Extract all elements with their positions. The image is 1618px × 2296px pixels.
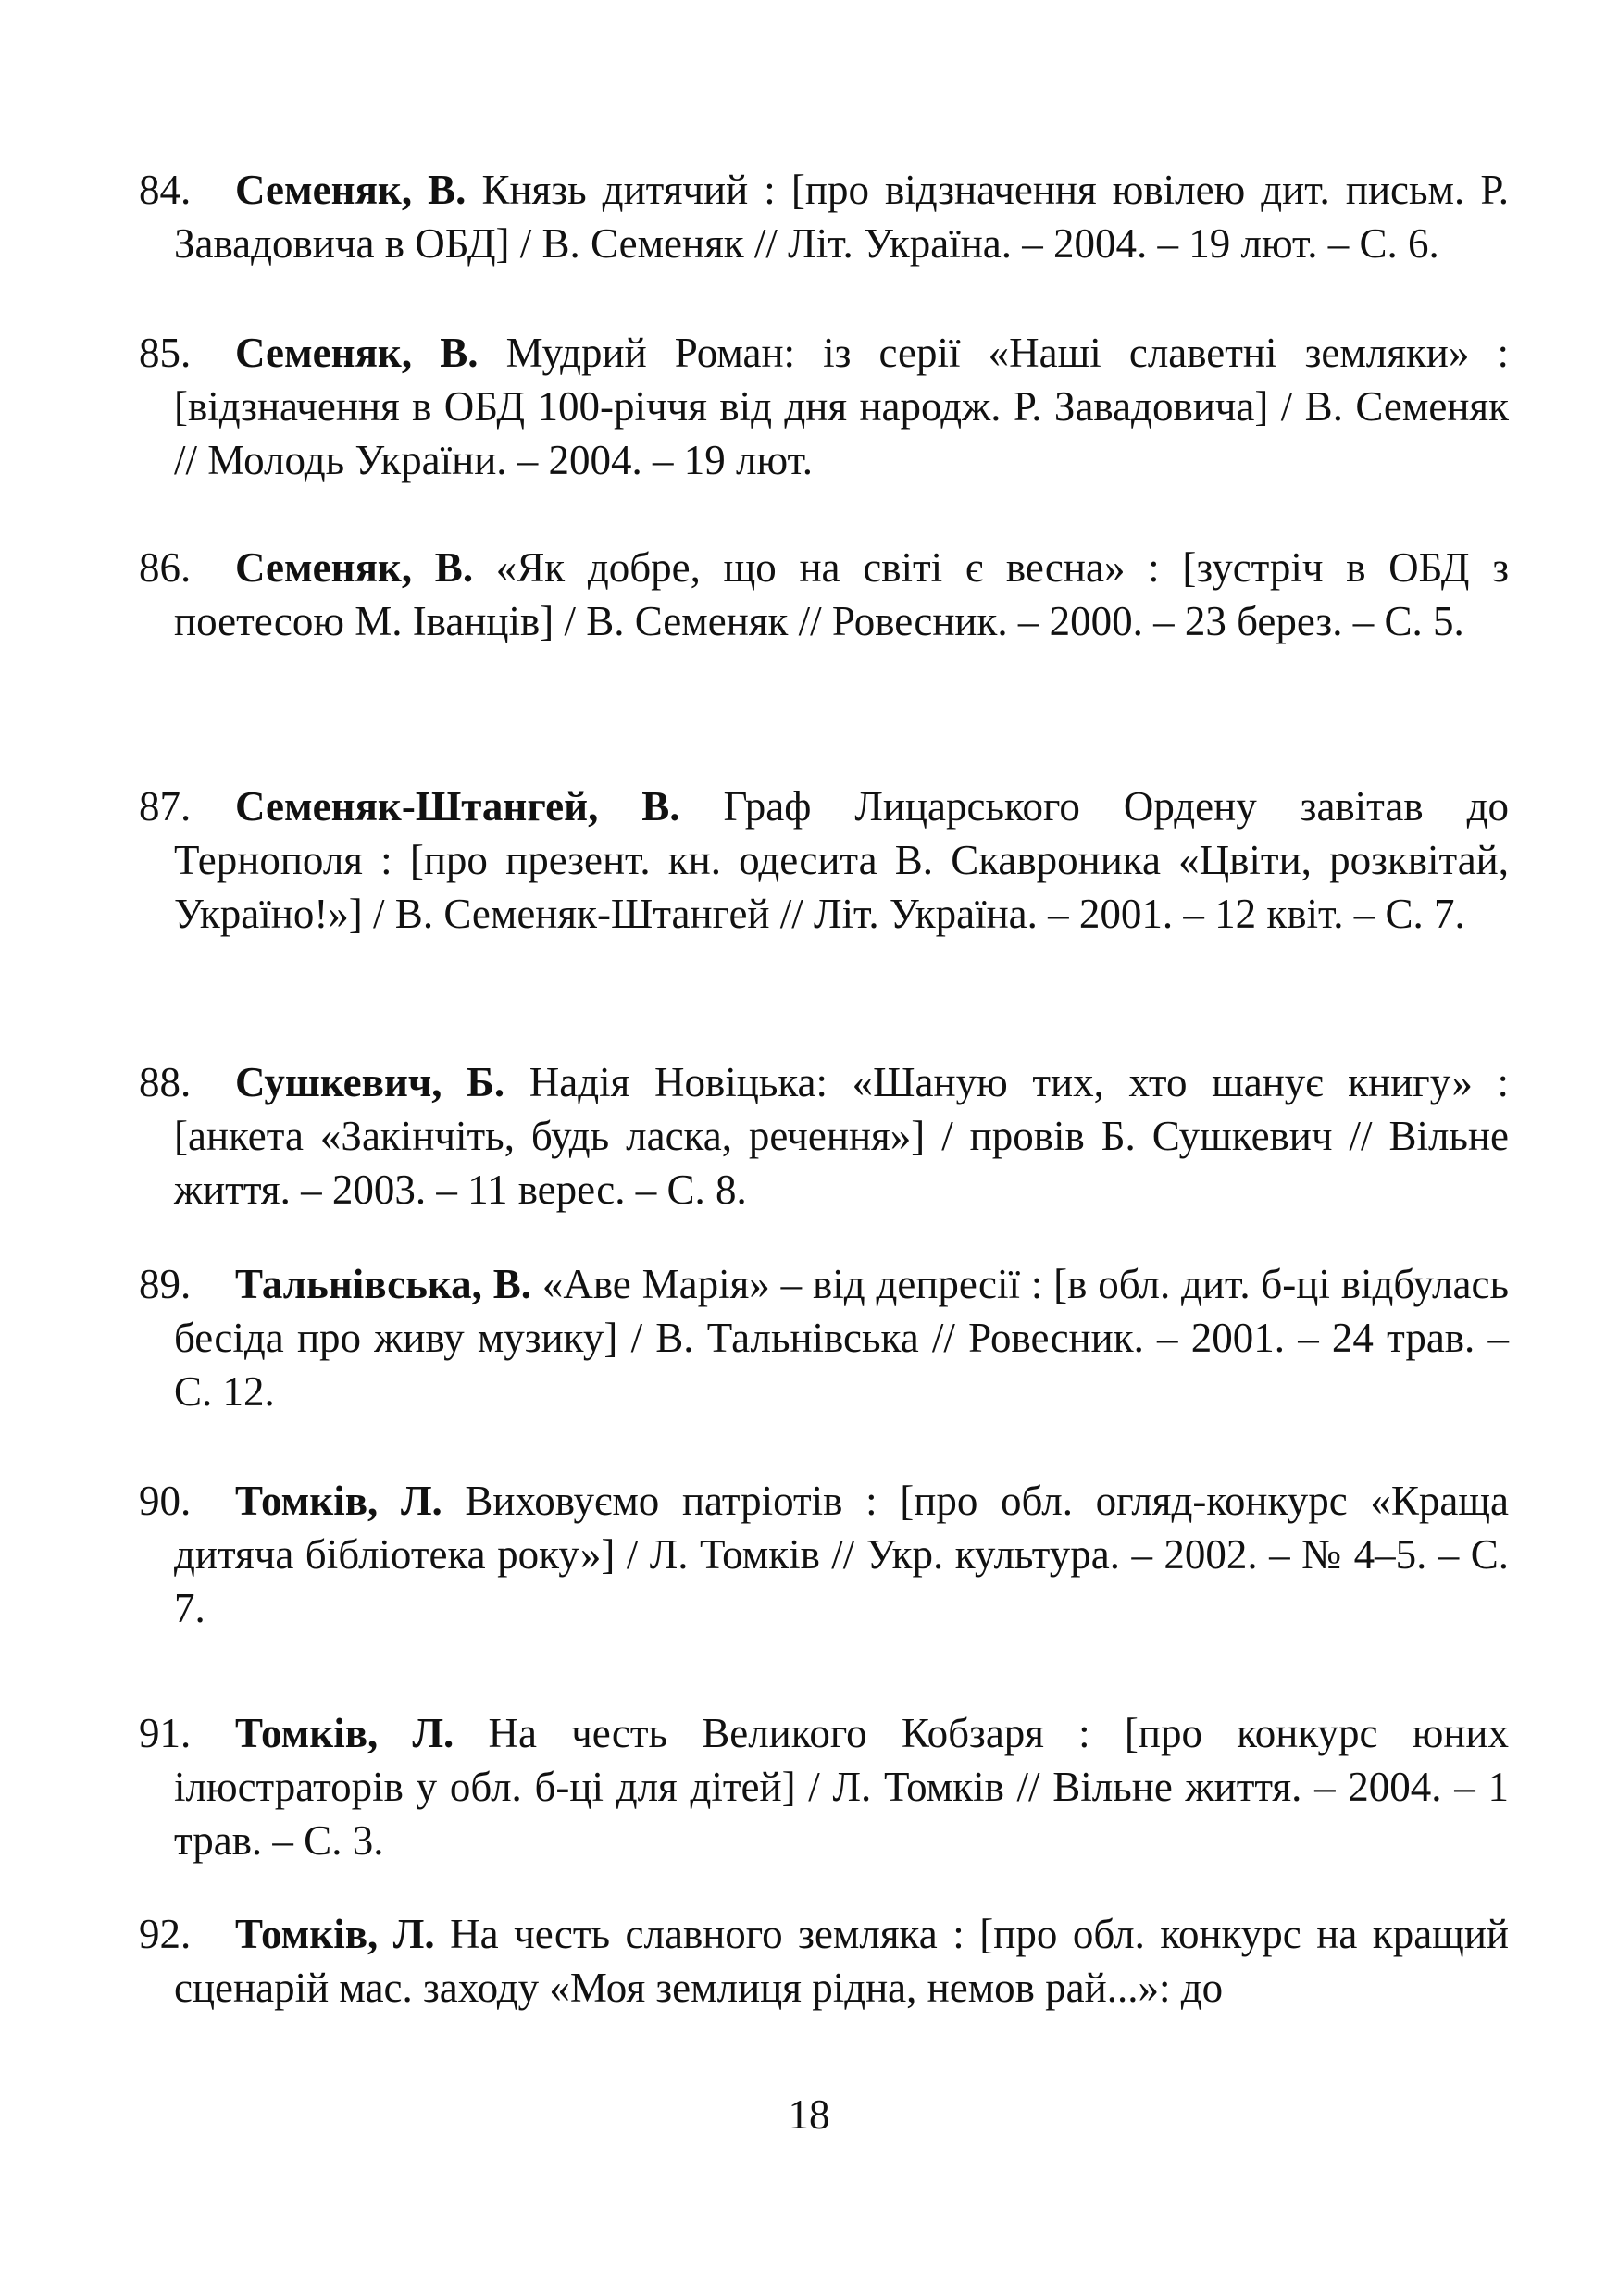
entry-number: 85.: [139, 330, 192, 376]
entry-text: [139, 541, 1509, 648]
entry-description: Князь дитячий : [про відзначення ювілею дит. письм. Р. Завадовича в ОБД] / В. Семеняк // Літ. Україна. – 2004. – 19 лют. – С. 6.: [174, 167, 1509, 267]
entry-description: Виховуємо патріотів : [про обл. огляд-конкурс «Краща дитяча бібліотека року»] / Л. Томків // Укр. культура. – 2002. – № 4–5. – С. 7.: [174, 1478, 1509, 1631]
entry-description: «Як добре, що на світі є весна» : [зустріч в ОБД з поетесою М. Іванців] / В. Семеняк // Ровесник. – 2000. – 23 берез. – С. 5.: [174, 544, 1509, 644]
entry-text: [139, 780, 1509, 941]
entry-number: 91.: [139, 1710, 192, 1756]
page-number: 18: [788, 2091, 830, 2138]
bibliography-entry-90: [139, 1474, 1509, 1635]
entry-text: [139, 1474, 1509, 1635]
entry-number: 89.: [139, 1261, 192, 1307]
entry-author: Тальнівська, В.: [235, 1261, 531, 1307]
bibliography-entry-89: [139, 1257, 1509, 1418]
entry-description: На честь Великого Кобзаря : [про конкурс юних ілюстраторів у обл. б-ці для дітей] / Л. Томків // Вільне життя. – 2004. – 1 трав. – С. 3.: [174, 1710, 1510, 1864]
entry-text: [139, 1055, 1509, 1217]
entry-author: Томків, Л.: [235, 1710, 454, 1756]
entry-description: «Аве Марія» – від депресії : [в обл. дит. б-ці відбулась бесіда про живу музику] / В. Тальнівська // Ровесник. – 2001. – 24 трав. – С. 12.: [174, 1261, 1509, 1415]
entry-author: Томків, Л.: [235, 1478, 442, 1524]
entry-description: Мудрий Роман: із серії «Наші славетні земляки» : [відзначення в ОБД 100-річчя від дня народж. Р. Завадовича] / В. Семеняк // Молодь України. – 2004. – 19 лют.: [174, 330, 1509, 483]
entry-author: Семеняк, В.: [235, 544, 474, 591]
entry-number: 90.: [139, 1478, 192, 1524]
bibliography-entry-84: [139, 163, 1509, 270]
entry-number: 92.: [139, 1911, 192, 1957]
bibliography-entry-85: [139, 326, 1509, 487]
entry-description: На честь славного земляка : [про обл. конкурс на кращий сценарій мас. заходу «Моя землиця рідна, немов рай...»: до: [174, 1911, 1509, 2011]
entry-number: 84.: [139, 167, 192, 213]
entry-author: Семеняк-Штангей, В.: [235, 783, 680, 830]
entry-description: Граф Лицарського Ордену завітав до Тернополя : [про презент. кн. одесита В. Скавроника «Цвіти, розквітай, Україно!»] / В. Семеняк-Штангей // Літ. Україна. – 2001. – 12 квіт. – С. 7.: [174, 783, 1509, 937]
bibliography-entry-87: [139, 780, 1509, 941]
entry-author: Томків, Л.: [235, 1911, 435, 1957]
entry-text: [139, 1257, 1509, 1418]
entry-text: [139, 1706, 1509, 1867]
bibliography-entry-91: [139, 1706, 1509, 1867]
entry-number: 87.: [139, 783, 192, 830]
bibliography-entry-86: [139, 541, 1509, 648]
entry-text: [139, 1907, 1509, 2015]
bibliography-entry-88: [139, 1055, 1509, 1217]
entry-text: [139, 326, 1509, 487]
entry-number: 88.: [139, 1059, 192, 1105]
entry-description: Надія Новіцька: «Шаную тих, хто шанує книгу» : [анкета «Закінчіть, будь ласка, речення»] / провів Б. Сушкевич // Вільне життя. – 2003. – 11 верес. – С. 8.: [174, 1059, 1509, 1213]
entry-number: 86.: [139, 544, 192, 591]
entry-author: Семеняк, В.: [235, 167, 467, 213]
entry-author: Семеняк, В.: [235, 330, 479, 376]
entry-author: Сушкевич, Б.: [235, 1059, 505, 1105]
bibliography-entry-92: [139, 1907, 1509, 2015]
entry-text: [139, 163, 1509, 270]
